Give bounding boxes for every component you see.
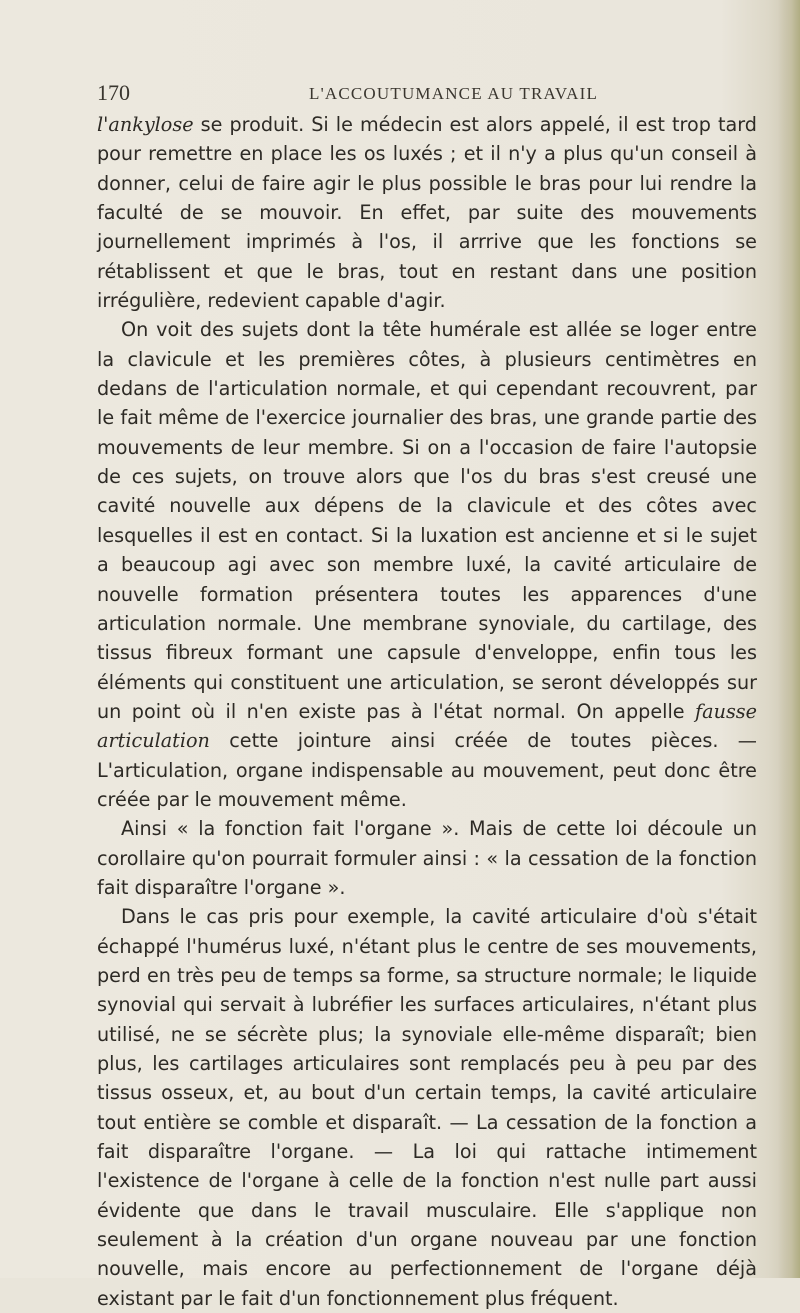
paragraph-2-text-after: cette jointure ainsi créée de toutes pièces. — L'articulation, organe indispensable au mouvement, peut donc être créée par le mouvement même. — [97, 729, 757, 811]
paragraph-2 — [97, 315, 757, 814]
paragraph-1-text: se produit. Si le médecin est alors appelé, il est trop tard pour remettre en place les os luxés ; et il n'y a plus qu'un conseil à donner, celui de faire agir le plus possible le bras pour lui rendre la faculté de se mouvoir. En effet, par suite des mouvements journellement imprimés à l'os, il arrrive que les fonctions se rétablissent et que le bras, tout en restant dans une position irrégulière, redevient capable d'agir. — [97, 113, 757, 313]
running-head: L'ACCOUTUMANCE AU TRAVAIL — [309, 84, 599, 103]
page-number: 170 — [97, 80, 130, 105]
paragraph-1 — [97, 110, 757, 315]
page-header — [97, 80, 737, 110]
page-edge-shadow — [778, 0, 800, 1278]
italic-term-ankylose: l'ankylose — [97, 113, 194, 136]
italic-term-fausse-articulation: fausse articulation — [97, 699, 757, 753]
body-text — [97, 110, 757, 1313]
paragraph-4: Dans le cas pris pour exemple, la cavité articulaire d'où s'était échappé l'humérus luxé, n'étant plus le centre de ses mouvements, perd en très peu de temps sa forme, sa structure normale; le liquide synovial qui servait à lubréfier les surfaces articulaires, n'étant plus utilisé, ne se sécrète plus; la synoviale elle-même disparaît; bien plus, les cartilages articulaires sont remplacés peu à peu par des tissus osseux, et, au bout d'un certain temps, la cavité articulaire tout entière se comble et disparaît. — La cessation de la fonction a fait disparaître l'organe. — La loi qui rattache intimement l'existence de l'organe à celle de la fonction n'est nulle part aussi évidente que dans le travail musculaire. Elle s'applique non seulement à la création d'un organe nouveau par une fonction nouvelle, mais encore au perfectionnement de l'organe déjà existant par le fait d'un fonctionnement plus fréquent. — [97, 905, 757, 1310]
paragraph-2-text-before: On voit des sujets dont la tête humérale est allée se loger entre la clavicule et les premières côtes, à plusieurs centimètres en dedans de l'articulation normale, et qui cependant recouvrent, par le fait même de l'exercice journalier des bras, une grande partie des mouvements de leur membre. Si on a l'occasion de faire l'autopsie de ces sujets, on trouve alors que l'os du bras s'est creusé une cavité nouvelle aux dépens de la clavicule et des côtes avec lesquelles il est en contact. Si la luxation est ancienne et si le sujet a beaucoup agi avec son membre luxé, la cavité articulaire de nouvelle formation présentera toutes les apparences d'une articulation normale. Une membrane synoviale, du cartilage, des tissus fibreux formant une capsule d'enveloppe, enfin tous les éléments qui constituent une articulation, se seront développés sur un point où il n'en existe pas à l'état normal. On appelle — [97, 318, 757, 723]
paragraph-3: Ainsi « la fonction fait l'organe ». Mais de cette loi découle un corollaire qu'on pourrait formuler ainsi : « la cessation de la fonction fait disparaître l'organe ». — [97, 817, 757, 899]
